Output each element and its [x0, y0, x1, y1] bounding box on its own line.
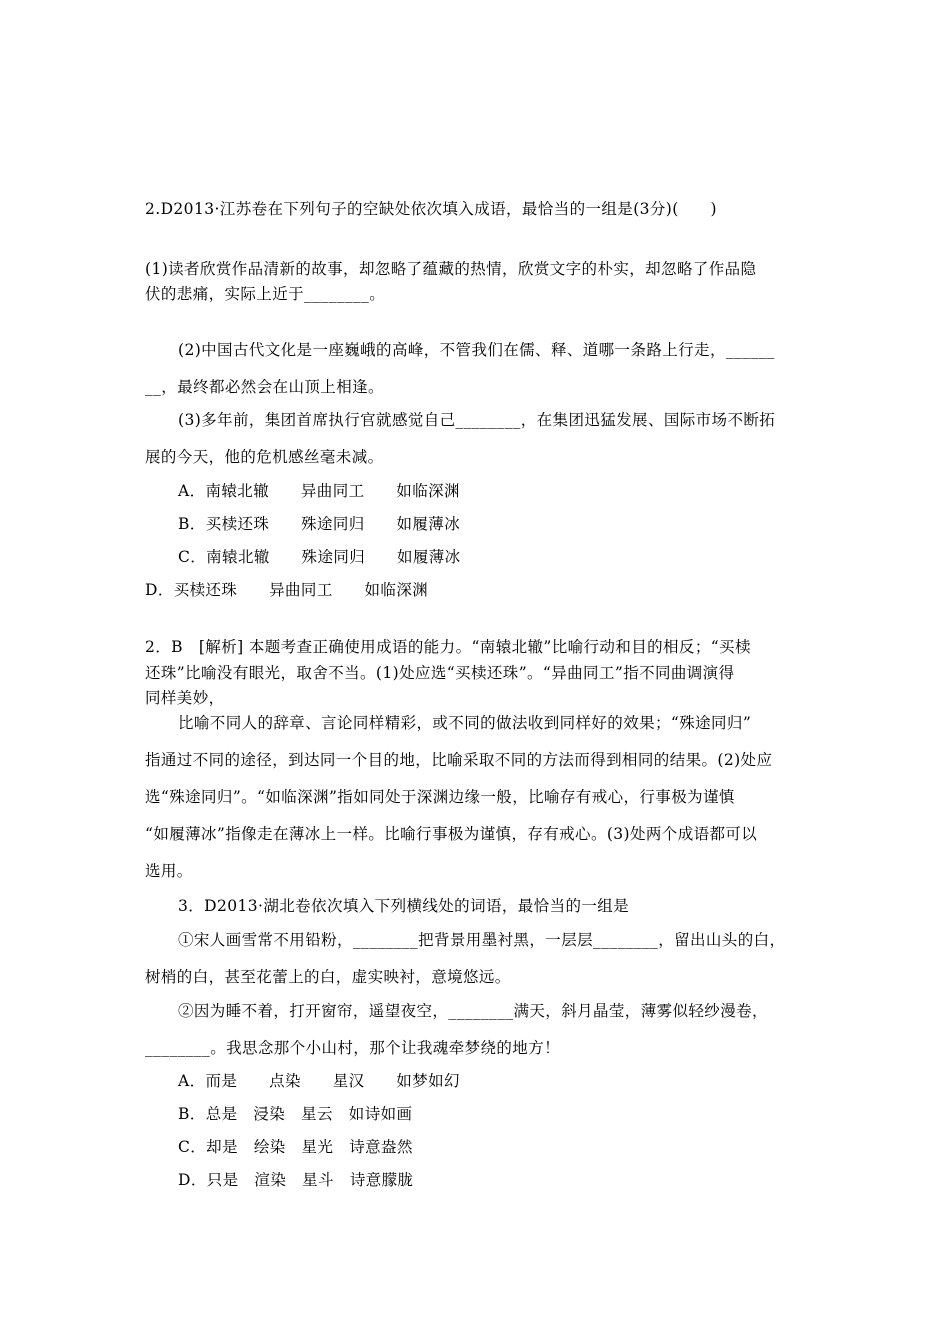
q3-sentence2-line1: ②因为睡不着，打开窗帘，遥望夜空，________满天，斜月晶莹，薄雾似轻纱漫卷，: [178, 1002, 768, 1020]
a2-line3: 同样美妙，: [145, 689, 225, 707]
a2-line6: 选“殊途同归”。“如临深渊”指如同处于深渊边缘一般，比喻存有戒心，行事极为谨慎: [145, 788, 735, 806]
q2-option-c: C．南辕北辙 殊途同归 如履薄冰: [178, 548, 461, 566]
a2-line8: 选用。: [145, 862, 193, 880]
a2-line5: 指通过不同的途径，到达同一个目的地，比喻采取不同的方法而得到相同的结果。(2)处应: [145, 751, 773, 769]
q3-option-c: C．却是 绘染 星光 诗意盎然: [178, 1138, 413, 1156]
q3-option-b: B．总是 浸染 星云 如诗如画: [178, 1105, 413, 1123]
q2-sentence2-line1: (2)中国古代文化是一座巍峨的高峰，不管我们在儒、释、道哪一条路上行走，______: [178, 341, 775, 359]
q2-option-a: A．南辕北辙 异曲同工 如临深渊: [178, 482, 460, 500]
a2-line7: “如履薄冰”指像走在薄冰上一样。比喻行事极为谨慎，存有戒心。(3)处两个成语都可以: [145, 825, 758, 843]
q2-sentence1-line2: 伏的悲痛，实际上近于________。: [145, 285, 386, 303]
q3-sentence1-line1: ①宋人画雪常不用铅粉，________把背景用墨衬黑，一层层________，留出山头的白，: [178, 931, 786, 949]
q3-sentence2-line2: ________。我思念那个小山村，那个让我魂牵梦绕的地方！: [145, 1039, 561, 1057]
q2-sentence3-line1: (3)多年前，集团首席执行官就感觉自己________，在集团迅猛发展、国际市场不断拓: [178, 411, 776, 429]
q2-sentence3-line2: 展的今天，他的危机感丝毫未减。: [145, 448, 384, 466]
q2-sentence1-line1: (1)读者欣赏作品清新的故事，却忽略了蕴藏的热情，欣赏文字的朴实，却忽略了作品隐: [145, 260, 757, 278]
a2-line1: 2．B [解析] 本题考查正确使用成语的能力。“南辕北辙”比喻行动和目的相反；“买椟: [145, 638, 751, 656]
q2-stem: 2.D2013·江苏卷在下列句子的空缺处依次填入成语，最恰当的一组是(3分)( ): [145, 200, 717, 218]
q2-option-b: B．买椟还珠 殊途同归 如履薄冰: [178, 515, 461, 533]
q3-option-d: D．只是 渲染 星斗 诗意朦胧: [178, 1171, 414, 1189]
q3-stem: 3．D2013·湖北卷依次填入下列横线处的词语，最恰当的一组是: [178, 897, 630, 915]
q3-option-a: A．而是 点染 星汉 如梦如幻: [178, 1072, 460, 1090]
q3-sentence1-line2: 树梢的白，甚至花蕾上的白，虚实映衬，意境悠远。: [145, 968, 511, 986]
a2-line4: 比喻不同人的辞章、言论同样精彩，或不同的做法收到同样好的效果；“殊途同归”: [178, 714, 752, 732]
q2-option-d: D．买椟还珠 异曲同工 如临深渊: [145, 581, 429, 599]
a2-line2: 还珠”比喻没有眼光，取舍不当。(1)处应选“买椟还珠”。“异曲同工”指不同曲调演得: [145, 664, 735, 682]
q2-sentence2-line2: __，最终都必然会在山顶上相逢。: [145, 378, 384, 396]
